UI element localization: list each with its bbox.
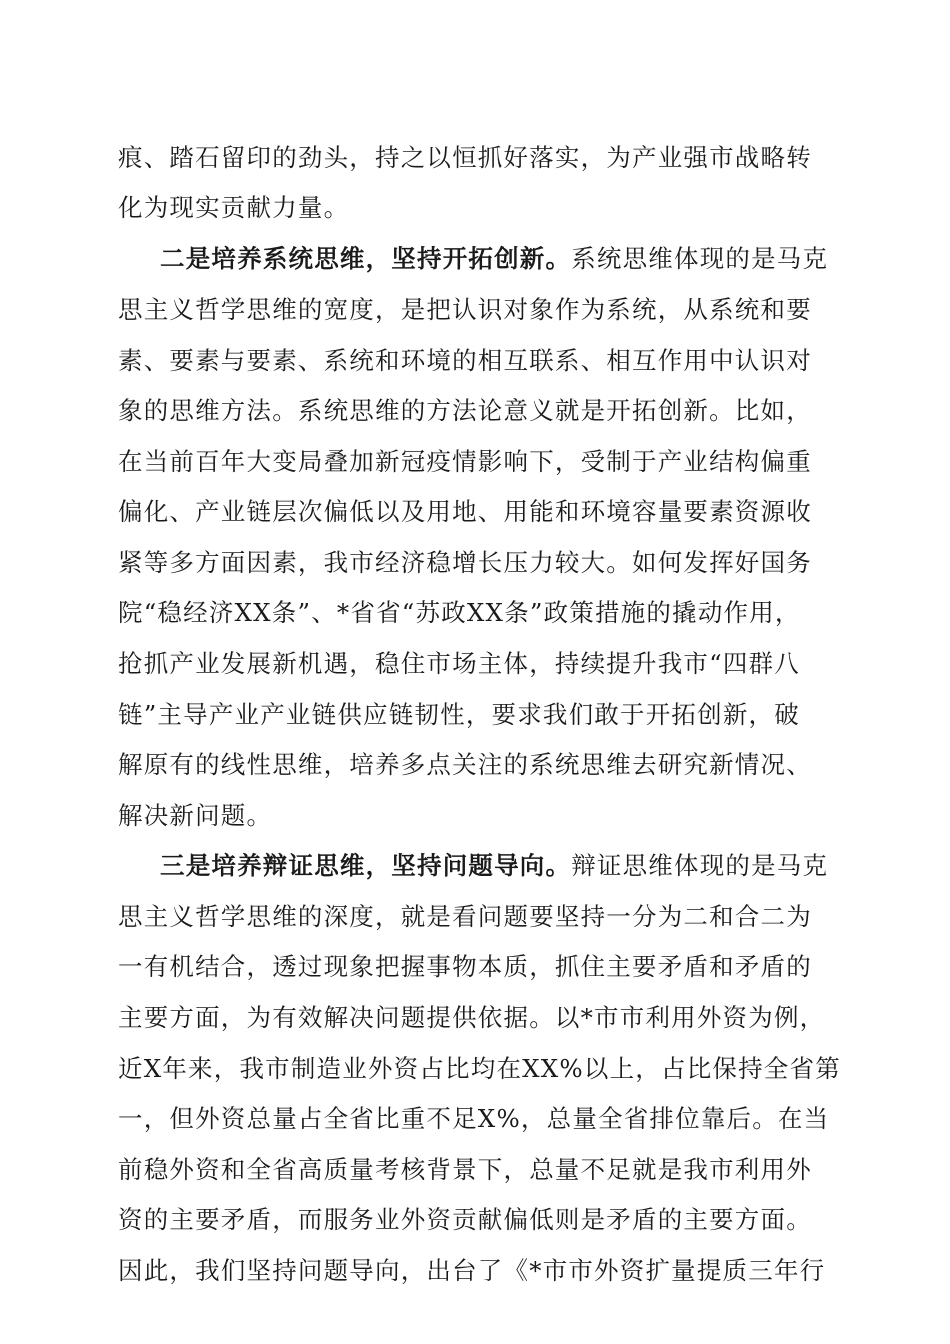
text-line: 化为现实贡献力量。 xyxy=(118,193,350,222)
text-line: 解决新问题。 xyxy=(118,801,273,830)
heading-body-three-lead: 是培养辩证思维，坚持问题导向。 xyxy=(185,851,572,880)
text-line: 院“稳经济XX条”、*省省“苏政XX条”政策措施的撬动作用， xyxy=(118,598,801,627)
section-three-heading-line xyxy=(160,847,840,885)
text-line: 偏化、产业链层次偏低以及用地、用能和环境容量要素资源收 xyxy=(118,497,812,526)
text-line: 一有机结合，透过现象把握事物本质，抓住主要矛盾和矛盾的 xyxy=(118,952,812,981)
text-line: 抢抓产业发展新机遇，稳住市场主体，持续提升我市“四群八 xyxy=(118,649,800,678)
text-line: 近X年来，我市制造业外资占比均在XX%以上，占比保持全省第 xyxy=(118,1054,841,1083)
text-line: 象的思维方法。系统思维的方法论意义就是开拓创新。比如， xyxy=(118,396,812,425)
text-line: 在当前百年大变局叠加新冠疫情影响下，受制于产业结构偏重 xyxy=(118,447,812,476)
heading-body-three xyxy=(186,851,829,880)
text-line: 主要方面，为有效解决问题提供依据。以*市市利用外资为例， xyxy=(118,1003,826,1032)
section-two-heading-line xyxy=(160,240,840,278)
text-line: 链”主导产业产业链供应链韧性，要求我们敢于开拓创新，破 xyxy=(118,700,800,729)
heading-body-two xyxy=(186,244,829,273)
text-line: 解原有的线性思维，培养多点关注的系统思维去研究新情况、 xyxy=(118,750,812,779)
text-line: 前稳外资和全省高质量考核背景下，总量不足就是我市利用外 xyxy=(118,1155,812,1184)
text-line: 一，但外资总量占全省比重不足X%，总量全省排位靠后。在当 xyxy=(118,1104,830,1133)
heading-body-two-lead: 是培养系统思维，坚持开拓创新。 xyxy=(185,244,572,273)
text-line: 素、要素与要素、系统和环境的相互联系、相互作用中认识对 xyxy=(118,346,812,375)
text-line: 资的主要矛盾，而服务业外资贡献偏低则是矛盾的主要方面。 xyxy=(118,1205,812,1234)
text-line: 因此，我们坚持问题导向，出台了《*市市外资扩量提质三年行 xyxy=(118,1256,826,1285)
text-line: 思主义哲学思维的宽度，是把认识对象作为系统，从系统和要 xyxy=(118,295,812,324)
text-line: 紧等多方面因素，我市经济稳增长压力较大。如何发挥好国务 xyxy=(118,548,812,577)
heading-prefix-three: 三 xyxy=(160,851,186,880)
heading-body-three-rest: 辩证思维体现的是马克 xyxy=(571,851,829,880)
heading-body-two-rest: 系统思维体现的是马克 xyxy=(571,244,829,273)
text-line: 思主义哲学思维的深度，就是看问题要坚持一分为二和合二为 xyxy=(118,902,812,931)
heading-prefix-two: 二 xyxy=(160,244,186,273)
text-line: 痕、踏石留印的劲头，持之以恒抓好落实，为产业强市战略转 xyxy=(118,143,812,172)
